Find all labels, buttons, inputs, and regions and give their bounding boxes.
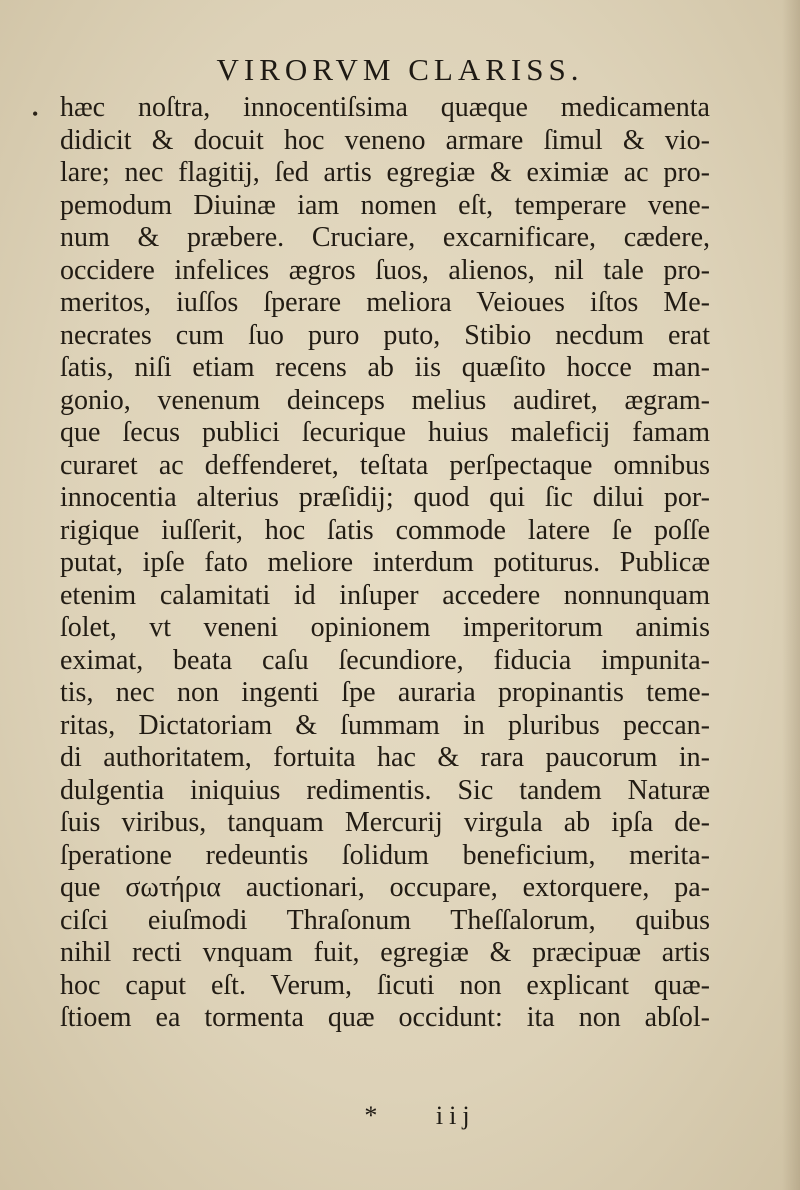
text-line: num & præbere. Cruciare, excarnificare, cædere, bbox=[60, 222, 710, 253]
text-line: occidere infelices ægros ſuos, alienos, nil tale pro- bbox=[60, 254, 710, 286]
text-line: tis, nec non ingenti ſpe auraria propinantis teme- bbox=[60, 677, 710, 708]
leaf-number: iij bbox=[435, 1101, 476, 1130]
text-line: ſtioem ea tormenta quæ occidunt: ita non abſol- bbox=[60, 1002, 710, 1033]
text-line: meritos, iuſſos ſperare meliora Veioues iſtos Me- bbox=[60, 287, 710, 318]
text-line: lare; nec flagitij, ſed artis egregiæ & eximiæ ac pro- bbox=[60, 157, 710, 188]
text-line: ſolet, vt veneni opinionem imperitorum animis bbox=[60, 612, 710, 643]
text-line: ritas, Dictatoriam & ſummam in pluribus peccan- bbox=[60, 709, 710, 741]
text-line: curaret ac deffenderet, teſtata perſpectaque omnibus bbox=[60, 449, 710, 481]
running-head: VIRORVM CLARISS. bbox=[216, 52, 584, 87]
asterisk-mark: * bbox=[364, 1101, 384, 1130]
text-line: putat, ipſe fato meliore interdum potiturus. Publicæ bbox=[60, 547, 710, 578]
text-line: etenim calamitati id inſuper accedere nonnunquam bbox=[60, 579, 710, 611]
text-line: rigique iuſſerit, hoc ſatis commode latere ſe poſſe bbox=[60, 514, 710, 546]
text-line: ſuis viribus, tanquam Mercurij virgula ab ipſa de- bbox=[60, 807, 710, 838]
page-edge-shadow bbox=[782, 0, 800, 1190]
body-text bbox=[60, 92, 710, 1035]
margin-bullet: • bbox=[32, 104, 39, 124]
text-line: didicit & docuit hoc veneno armare ſimul & vio- bbox=[60, 124, 710, 156]
text-line: necrates cum ſuo puro puto, Stibio necdum erat bbox=[60, 319, 710, 351]
text-line: pemodum Diuinæ iam nomen eſt, temperare vene- bbox=[60, 189, 710, 221]
text-line: innocentia alterius præſidij; quod qui ſic dilui por- bbox=[60, 482, 710, 513]
text-line: hæc noſtra, innocentiſsima quæque medicamenta bbox=[60, 92, 710, 123]
text-line: ſperatione redeuntis ſolidum beneficium, merita- bbox=[60, 839, 710, 871]
text-line: ciſci eiuſmodi Thraſonum Theſſalorum, quibus bbox=[60, 904, 710, 936]
text-line: gonio, venenum deinceps melius audiret, ægram- bbox=[60, 384, 710, 416]
text-line: nihil recti vnquam fuit, egregiæ & præcipuæ artis bbox=[60, 937, 710, 968]
text-line: dulgentia iniquius redimentis. Sic tandem Naturæ bbox=[60, 774, 710, 806]
text-line: hoc caput eſt. Verum, ſicuti non explicant quæ- bbox=[60, 969, 710, 1001]
text-line: que ſecus publici ſecurique huius maleficij famam bbox=[60, 417, 710, 448]
text-line: eximat, beata caſu ſecundiore, fiducia impunita- bbox=[60, 644, 710, 676]
text-line: ſatis, niſi etiam recens ab iis quæſito hocce man- bbox=[60, 352, 710, 383]
text-line: que σωτήρια auctionari, occupare, extorquere, pa- bbox=[60, 872, 710, 903]
text-line: di authoritatem, fortuita hac & rara paucorum in- bbox=[60, 742, 710, 773]
signature-mark bbox=[0, 1100, 800, 1132]
